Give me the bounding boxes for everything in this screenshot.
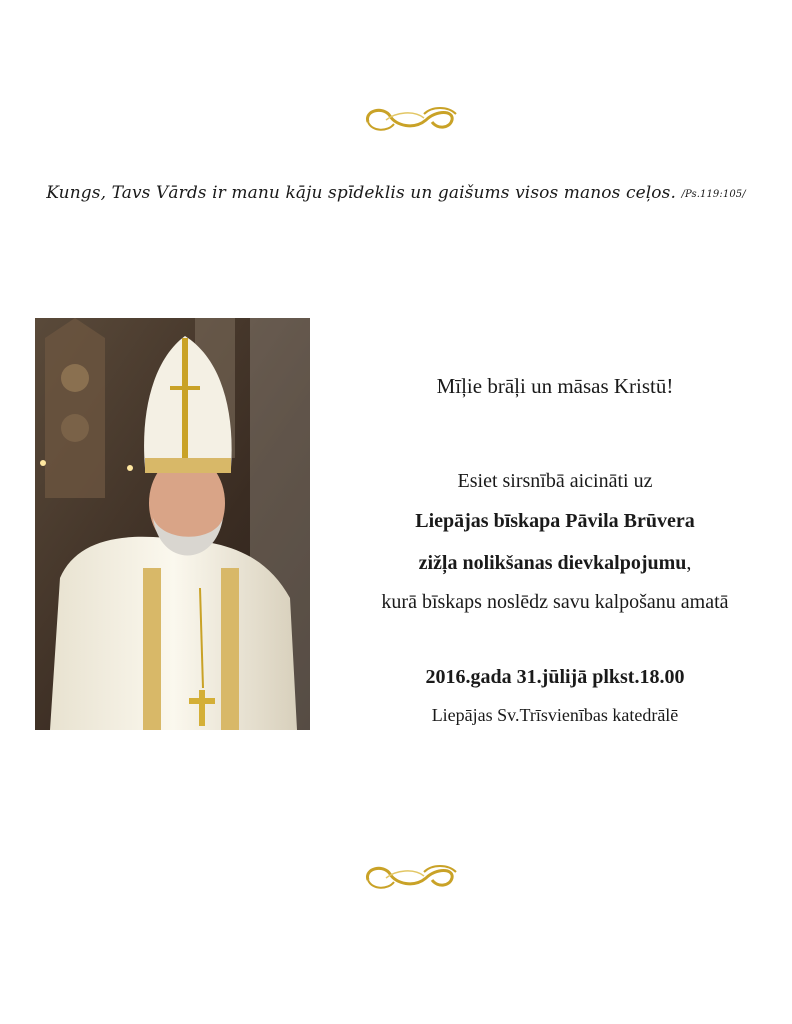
verse-text: Kungs, Tavs Vārds ir manu kāju spīdeklis un gaišums visos manos ceļos. xyxy=(46,183,676,203)
invitation-line-1: Esiet sirsnībā aicināti uz xyxy=(457,470,653,492)
invitation-line-4: kurā bīskaps noslēdz savu kalpošanu amatā xyxy=(381,591,729,613)
service-name-punct: , xyxy=(686,552,692,574)
scripture-verse xyxy=(0,183,792,203)
service-name: zižļa nolikšanas dievkalpojumu xyxy=(418,552,687,574)
invitation-line-2: Liepājas bīskapa Pāvila Brūvera xyxy=(415,510,695,532)
invitation-line-3 xyxy=(318,552,792,575)
verse-reference: /Ps.119:105/ xyxy=(681,189,746,200)
top-ornament-divider xyxy=(218,100,600,140)
bishop-photo xyxy=(35,318,310,730)
greeting: Mīļie brāļi un māsas Kristū! xyxy=(436,374,674,398)
bottom-ornament-divider xyxy=(218,858,600,898)
event-place: Liepājas Sv.Trīsvienības katedrālē xyxy=(431,705,679,725)
event-datetime: 2016.gada 31.jūlijā plkst.18.00 xyxy=(425,666,685,688)
